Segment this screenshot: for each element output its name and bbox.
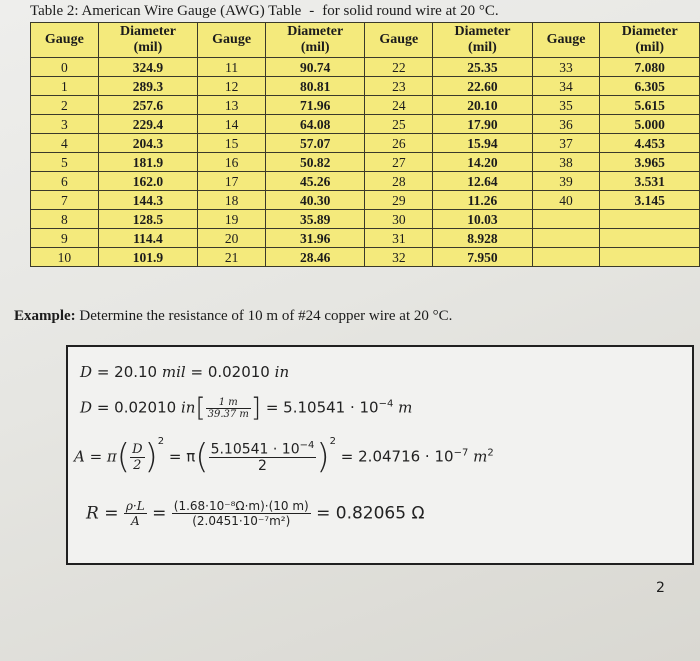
- gauge-cell: 25: [365, 115, 433, 134]
- caption-condition: for solid round wire at 20 °C.: [322, 3, 499, 19]
- eq4-num2: (1.68·10⁻⁸Ω·m)·(10 m): [173, 499, 309, 513]
- eq3-lhs: A = π: [74, 447, 117, 466]
- caption-title: Table 2: American Wire Gauge (AWG) Table: [30, 3, 302, 19]
- eq3-den1: 2: [133, 457, 142, 473]
- diameter-cell: 25.35: [433, 58, 533, 77]
- table-caption: [30, 3, 499, 20]
- diameter-cell: 10.03: [433, 210, 533, 229]
- eq3-runit: m: [473, 447, 488, 466]
- gauge-cell: 39: [532, 172, 600, 191]
- table-row: [31, 134, 700, 153]
- diameter-cell: 8.928: [433, 229, 533, 248]
- header-unit: (mil): [133, 40, 163, 55]
- table-row: [31, 58, 700, 77]
- diameter-cell: 71.96: [265, 96, 365, 115]
- diameter-cell: 64.08: [265, 115, 365, 134]
- diameter-cell: 289.3: [98, 77, 198, 96]
- diameter-cell: 4.453: [600, 134, 700, 153]
- diameter-cell: 45.26: [265, 172, 365, 191]
- diameter-cell: [600, 210, 700, 229]
- example-text: Determine the resistance of 10 m of #24 copper wire at 20 °C.: [79, 308, 453, 324]
- gauge-cell: 31: [365, 229, 433, 248]
- eq3-sq2: 2: [329, 435, 337, 447]
- eq4-fraction1: [124, 499, 147, 528]
- eq1-lhs: D: [80, 363, 93, 381]
- diameter-cell: 50.82: [265, 153, 365, 172]
- awg-table: [30, 22, 700, 267]
- gauge-cell: 40: [532, 191, 600, 210]
- diameter-cell: 90.74: [265, 58, 365, 77]
- eq2-num: 1 m: [206, 397, 251, 409]
- header-diameter: [433, 23, 533, 58]
- diameter-cell: 31.96: [265, 229, 365, 248]
- example-label: Example:: [14, 308, 76, 324]
- diameter-cell: 181.9: [98, 153, 198, 172]
- header-label: Gauge: [44, 32, 84, 47]
- diameter-cell: 15.94: [433, 134, 533, 153]
- table-row: [31, 115, 700, 134]
- eq2-conversion-fraction: [206, 397, 251, 420]
- diameter-cell: 144.3: [98, 191, 198, 210]
- diameter-cell: 7.080: [600, 58, 700, 77]
- header-gauge: [198, 23, 266, 58]
- table-row: [31, 96, 700, 115]
- header-label: Gauge: [212, 32, 252, 47]
- eq3-fraction2: [209, 440, 317, 475]
- gauge-cell: [532, 248, 600, 267]
- gauge-cell: 21: [198, 248, 266, 267]
- header-gauge: [532, 23, 600, 58]
- eq3-sq1: 2: [157, 435, 165, 447]
- eq4-num1: ρ·L: [125, 499, 145, 513]
- header-diameter: [98, 23, 198, 58]
- eq2-den: 39.37 m: [207, 408, 249, 420]
- gauge-cell: 9: [31, 229, 99, 248]
- diameter-cell: 35.89: [265, 210, 365, 229]
- diameter-cell: 6.305: [600, 77, 700, 96]
- header-label: Diameter: [621, 24, 678, 39]
- eq4-eq: =: [152, 503, 167, 524]
- gauge-cell: 24: [365, 96, 433, 115]
- eq3-num2exp: −4: [299, 439, 315, 451]
- gauge-cell: [532, 229, 600, 248]
- diameter-cell: 22.60: [433, 77, 533, 96]
- gauge-cell: 36: [532, 115, 600, 134]
- diameter-cell: 229.4: [98, 115, 198, 134]
- gauge-cell: [532, 210, 600, 229]
- gauge-cell: 5: [31, 153, 99, 172]
- diameter-cell: 11.26: [433, 191, 533, 210]
- eq3-num2: 5.10541 · 10: [210, 441, 300, 458]
- gauge-cell: 19: [198, 210, 266, 229]
- diameter-cell: 17.90: [433, 115, 533, 134]
- gauge-cell: 11: [198, 58, 266, 77]
- gauge-cell: 2: [31, 96, 99, 115]
- header-gauge: [365, 23, 433, 58]
- diameter-cell: 257.6: [98, 96, 198, 115]
- header-label: Gauge: [546, 32, 586, 47]
- eq2-unit: in: [180, 398, 196, 417]
- equation-resistance: [86, 499, 424, 528]
- gauge-cell: 16: [198, 153, 266, 172]
- diameter-cell: 5.000: [600, 115, 700, 134]
- diameter-cell: [600, 248, 700, 267]
- eq2-runit: m: [398, 398, 413, 417]
- header-unit: (mil): [635, 40, 665, 55]
- header-diameter: [600, 23, 700, 58]
- header-label: Diameter: [287, 24, 344, 39]
- eq4-den1: A: [130, 514, 140, 528]
- eq2-exp: −4: [378, 398, 394, 410]
- eq3-runitexp: 2: [487, 447, 494, 459]
- eq4-den2: (2.0451·10⁻⁷m²): [192, 514, 291, 528]
- diameter-cell: 101.9: [98, 248, 198, 267]
- gauge-cell: 7: [31, 191, 99, 210]
- eq3-result: = 2.04716 · 10: [340, 447, 454, 466]
- header-diameter: [265, 23, 365, 58]
- diameter-cell: 7.950: [433, 248, 533, 267]
- header-label: Diameter: [119, 24, 176, 39]
- gauge-cell: 29: [365, 191, 433, 210]
- eq4-lhs: R =: [86, 503, 119, 524]
- gauge-cell: 33: [532, 58, 600, 77]
- header-row: [31, 23, 700, 58]
- page-number: 2: [656, 580, 665, 596]
- gauge-cell: 22: [365, 58, 433, 77]
- diameter-cell: 114.4: [98, 229, 198, 248]
- header-label: Diameter: [454, 24, 511, 39]
- gauge-cell: 30: [365, 210, 433, 229]
- diameter-cell: 80.81: [265, 77, 365, 96]
- table-row: [31, 172, 700, 191]
- gauge-cell: 18: [198, 191, 266, 210]
- gauge-cell: 28: [365, 172, 433, 191]
- gauge-cell: 3: [31, 115, 99, 134]
- table-row: [31, 210, 700, 229]
- eq3-den2: 2: [258, 458, 267, 475]
- diameter-cell: 162.0: [98, 172, 198, 191]
- diameter-cell: 12.64: [433, 172, 533, 191]
- diameter-cell: [600, 229, 700, 248]
- diameter-cell: 20.10: [433, 96, 533, 115]
- header-unit: (mil): [468, 40, 497, 55]
- diameter-cell: 40.30: [265, 191, 365, 210]
- eq4-fraction2: [172, 499, 311, 528]
- diameter-cell: 14.20: [433, 153, 533, 172]
- gauge-cell: 1: [31, 77, 99, 96]
- table-row: [31, 229, 700, 248]
- solution-box: [66, 345, 694, 565]
- gauge-cell: 23: [365, 77, 433, 96]
- example-line: [14, 308, 452, 325]
- eq1-value2: = 0.02010: [190, 363, 270, 381]
- eq3-rexp: −7: [453, 447, 469, 459]
- gauge-cell: 14: [198, 115, 266, 134]
- diameter-cell: 57.07: [265, 134, 365, 153]
- gauge-cell: 17: [198, 172, 266, 191]
- eq1-unit2: in: [274, 363, 290, 381]
- gauge-cell: 37: [532, 134, 600, 153]
- diameter-cell: 5.615: [600, 96, 700, 115]
- equation-diameter-mil: [80, 363, 289, 381]
- table-body: [31, 58, 700, 267]
- eq3-num1: D: [132, 441, 143, 457]
- diameter-cell: 128.5: [98, 210, 198, 229]
- header-label: Gauge: [379, 32, 419, 47]
- gauge-cell: 0: [31, 58, 99, 77]
- gauge-cell: 20: [198, 229, 266, 248]
- equation-diameter-meters: D = 0.02010 in[ $\frac{1 m}{39.37 m}$ ] = $5.10541 \cdot 10^{-4}$ m: [80, 393, 413, 423]
- gauge-cell: 15: [198, 134, 266, 153]
- gauge-cell: 27: [365, 153, 433, 172]
- gauge-cell: 26: [365, 134, 433, 153]
- diameter-cell: 28.46: [265, 248, 365, 267]
- diameter-cell: 324.9: [98, 58, 198, 77]
- diameter-cell: 3.531: [600, 172, 700, 191]
- gauge-cell: 35: [532, 96, 600, 115]
- gauge-cell: 10: [31, 248, 99, 267]
- eq4-result: = 0.82065 Ω: [316, 503, 425, 524]
- table-row: [31, 153, 700, 172]
- eq3-fraction1: [130, 442, 144, 473]
- eq1-unit1: mil: [161, 363, 186, 381]
- gauge-cell: 4: [31, 134, 99, 153]
- gauge-cell: 6: [31, 172, 99, 191]
- header-gauge: [31, 23, 99, 58]
- header-unit: (mil): [300, 40, 330, 55]
- diameter-cell: 3.965: [600, 153, 700, 172]
- gauge-cell: 34: [532, 77, 600, 96]
- table-row: [31, 191, 700, 210]
- eq2-lhs: D: [80, 398, 93, 417]
- eq2-value: = 0.02010: [96, 398, 177, 417]
- gauge-cell: 8: [31, 210, 99, 229]
- gauge-cell: 12: [198, 77, 266, 96]
- diameter-cell: 3.145: [600, 191, 700, 210]
- gauge-cell: 13: [198, 96, 266, 115]
- equation-area: A = π( $\frac{D}{2}$ )$^2$ = π( $\frac{5.10541 \cdot 10^{-4}}{2}$ )$^2 = 2.04716 \cdot 10^{-7}$ $m^2$: [74, 435, 494, 477]
- table-row: [31, 77, 700, 96]
- caption-dash: -: [309, 3, 315, 19]
- eq3-eq: = π: [168, 447, 196, 466]
- eq1-value: = 20.10: [96, 363, 158, 381]
- gauge-cell: 32: [365, 248, 433, 267]
- eq2-result: = 5.10541 · 10: [265, 398, 379, 417]
- gauge-cell: 38: [532, 153, 600, 172]
- diameter-cell: 204.3: [98, 134, 198, 153]
- table-row: [31, 248, 700, 267]
